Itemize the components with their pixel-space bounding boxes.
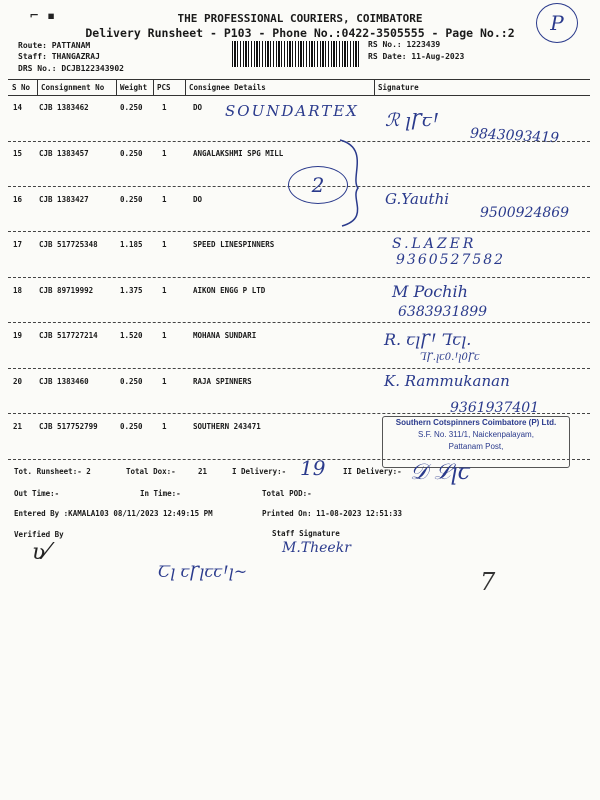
row-divider [8,141,590,142]
row-weight: 1.520 [120,331,143,340]
row-weight: 1.375 [120,286,143,295]
row-pcs: 1 [162,149,167,158]
printed-on: Printed On: 11-08-2023 12:51:33 [262,509,402,518]
row-consignee: AIKON ENGG P LTD [193,286,266,295]
col-header-consignee: Consignee Details [189,83,266,92]
route-label: Route: PATTANAM [18,41,91,50]
row-consignee: SPEED LINESPINNERS [193,240,275,249]
row-sno: 14 [13,103,23,112]
row-sno: 16 [13,195,23,204]
row-weight: 0.250 [120,422,143,431]
verify-initial-scribble: ʋ⁄ [32,540,50,565]
col-header-signature: Signature [378,83,419,92]
row-weight: 1.185 [120,240,143,249]
table-header-border [8,95,590,96]
row-divider [8,231,590,232]
row-consignee: DO [193,195,203,204]
row-sno: 19 [13,331,23,340]
row-consignment: CJB 1383457 [39,149,89,158]
row-sno: 15 [13,149,23,158]
row-signature: 9843093419 [469,125,560,147]
row-weight: 0.250 [120,195,143,204]
circled-number: 2 [288,166,348,204]
row-weight: 0.250 [120,377,143,386]
row-divider [8,322,590,323]
row-weight: 0.250 [120,103,143,112]
row-consignment: CJB 1383460 [39,377,89,386]
table-top-border [8,79,590,80]
col-divider [116,80,117,96]
row-consignment: CJB 89719992 [39,286,94,295]
row-divider [8,368,590,369]
out-time-label: Out Time:- [14,489,60,498]
row-pcs: 1 [162,331,167,340]
row-signature: 9361937401 [450,400,540,416]
col-header-sno: S No [12,83,31,92]
row-pcs: 1 [162,240,167,249]
col-header-weight: Weight [120,83,148,92]
barcode [232,41,360,67]
signature-name: S.LAZER [392,236,477,252]
corner-scribble: 7 [480,568,496,596]
col-divider [374,80,375,96]
entered-by: Entered By :KAMALA103 08/11/2023 12:49:15 PM [14,509,213,518]
total-dox-value: 21 [198,467,208,476]
col-header-pcs: PCS [157,83,171,92]
row-pcs: 1 [162,195,167,204]
row-signature: 6383931899 [398,304,488,320]
col-divider [185,80,186,96]
delivery-signature-scribble: 𝒟 ℒꞁꞇ [410,460,470,485]
brace-mark [330,138,370,228]
i-delivery-count: 19 [300,456,326,480]
signature-scribble: R. ꞇꞁꞄꞋ Ꞁꞇꞁ. [384,330,472,349]
row-pcs: 1 [162,103,167,112]
handwritten-company: SOUNDARTEX [225,102,359,120]
row-signature: 9360527582 [396,252,506,268]
tot-runsheet: Tot. Runsheet:- 2 [14,467,91,476]
row-consignment: CJB 517727214 [39,331,98,340]
row-consignment: CJB 1383462 [39,103,89,112]
verified-by-label: Verified By [14,530,64,539]
row-divider [8,413,590,414]
row-consignee: MOHANA SUNDARI [193,331,257,340]
ii-delivery-label: II Delivery:- [343,467,402,476]
in-time-label: In Time:- [140,489,181,498]
row-weight: 0.250 [120,149,143,158]
scan-mark: ⌐ ▪ [30,8,56,24]
col-divider [37,80,38,96]
row-sno: 18 [13,286,23,295]
staff-label: Staff: THANGAZRAJ [18,52,100,61]
signature-scribble: ℛ ꞁꞄꞇꞋ [385,110,440,131]
rs-date: RS Date: 11-Aug-2023 [368,52,465,61]
company-stamp: Southern Cotspinners Coimbatore (P) Ltd. S.F. No. 311/1, Naickenpalayam, Pattanam Post, [382,416,570,468]
total-dox-label: Total Dox:- [126,467,176,476]
signature-scribble: ꞀꞄ.ꞁꞇ0.Ꞌꞁ0Ꞅꞇ [420,352,480,363]
row-consignee: DO [193,103,203,112]
staff-signature: M.Theekr [282,540,351,556]
row-signature: 9500924869 [480,205,570,221]
col-header-consignment: Consignment No [41,83,105,92]
row-pcs: 1 [162,286,167,295]
row-sno: 17 [13,240,23,249]
signature-scribble: M Pochih [392,282,468,301]
total-pod-label: Total POD:- [262,489,312,498]
signature-scribble: K. Rammukanan [384,372,510,390]
row-pcs: 1 [162,422,167,431]
row-pcs: 1 [162,377,167,386]
company-title: THE PROFESSIONAL COURIERS, COIMBATORE [177,12,423,25]
row-consignee: SOUTHERN 243471 [193,422,261,431]
row-consignment: CJB 1383427 [39,195,89,204]
row-consignment: CJB 517725348 [39,240,98,249]
i-delivery-label: I Delivery:- [232,467,287,476]
drs-label: DRS No.: DCJB122343902 [18,64,124,73]
row-divider [8,277,590,278]
row-consignee: RAJA SPINNERS [193,377,252,386]
verify-signature-scribble: Ꞇꞁ ꞇꞄꞁꞇꞇꞋꞁ~ [158,562,248,581]
page-circle-label: P [550,11,564,35]
row-consignment: CJB 517752799 [39,422,98,431]
row-sno: 21 [13,422,23,431]
runsheet-subtitle: Delivery Runsheet - P103 - Phone No.:0422-3505555 - Page No.:2 [85,26,515,40]
staff-signature-label: Staff Signature [272,529,340,538]
rs-number: RS No.: 1223439 [368,40,441,49]
row-sno: 20 [13,377,23,386]
row-consignee: ANGALAKSHMI SPG MILL [193,149,284,158]
signature-scribble: G.Yauthi [385,190,450,208]
col-divider [153,80,154,96]
